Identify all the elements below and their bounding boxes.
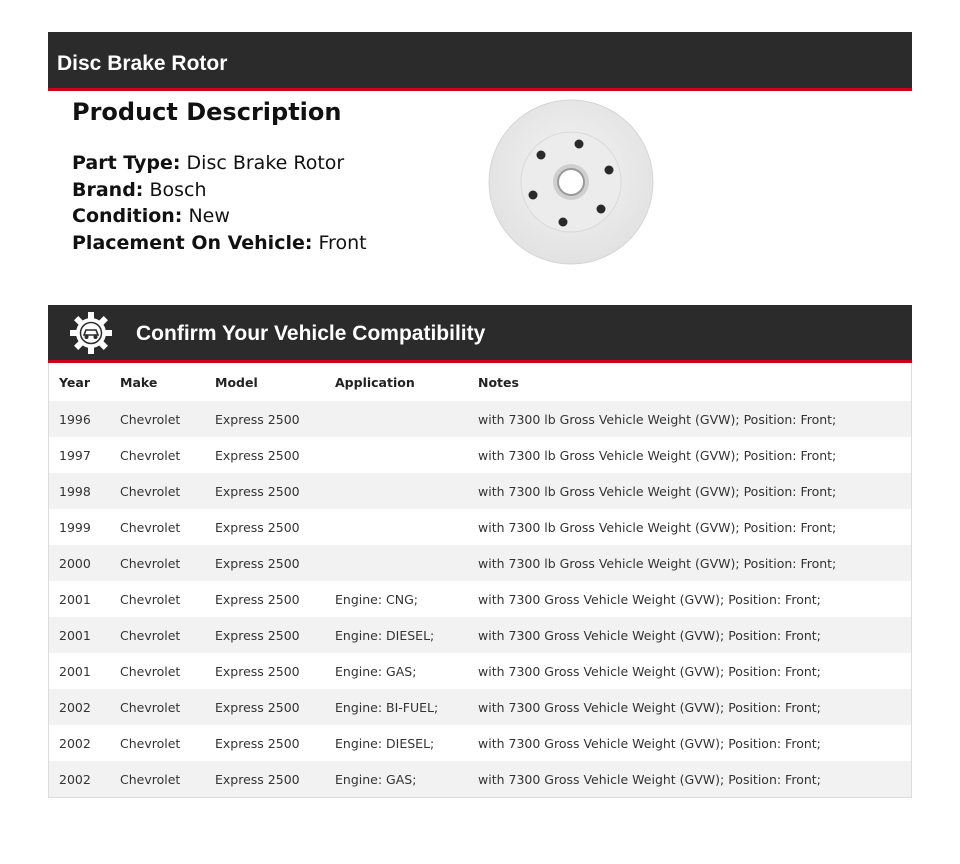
- compatibility-table: [48, 363, 912, 798]
- cell-application: Engine: DIESEL;: [325, 617, 468, 653]
- cell-year: 1999: [49, 509, 110, 545]
- cell-application: [325, 401, 468, 437]
- product-title-bar: [48, 32, 912, 91]
- cell-application: Engine: GAS;: [325, 761, 468, 797]
- column-header-notes: Notes: [478, 374, 519, 390]
- cell-make: Chevrolet: [110, 689, 205, 725]
- cell-year: 2002: [49, 761, 110, 797]
- table-row: [49, 725, 911, 761]
- cell-year: 2001: [49, 653, 110, 689]
- cell-year: 2002: [49, 725, 110, 761]
- cell-year: 2000: [49, 545, 110, 581]
- cell-model: Express 2500: [205, 689, 325, 725]
- cell-application: [325, 437, 468, 473]
- spec-key: Part Type:: [72, 152, 181, 174]
- cell-make: Chevrolet: [110, 437, 205, 473]
- cell-application: Engine: BI-FUEL;: [325, 689, 468, 725]
- cell-make: Chevrolet: [110, 509, 205, 545]
- table-row: [49, 761, 911, 797]
- product-description: [72, 96, 452, 256]
- table-row: [49, 401, 911, 437]
- cell-notes: with 7300 lb Gross Vehicle Weight (GVW); Position: Front;: [468, 509, 911, 545]
- table-header-row: [49, 363, 911, 401]
- column-header-application: Application: [335, 374, 415, 390]
- cell-notes: with 7300 lb Gross Vehicle Weight (GVW); Position: Front;: [468, 401, 911, 437]
- table-row: [49, 617, 911, 653]
- cell-make: Chevrolet: [110, 725, 205, 761]
- column-header-year: Year: [59, 374, 90, 390]
- spec-placement: [72, 230, 452, 257]
- cell-model: Express 2500: [205, 617, 325, 653]
- spec-key: Brand:: [72, 178, 144, 201]
- cell-model: Express 2500: [205, 761, 325, 797]
- brake-rotor-image: [488, 99, 654, 265]
- description-heading: Product Description: [72, 98, 342, 126]
- table-row: [49, 545, 911, 581]
- cell-model: Express 2500: [205, 473, 325, 509]
- cell-notes: with 7300 Gross Vehicle Weight (GVW); Position: Front;: [468, 689, 911, 725]
- cell-application: [325, 509, 468, 545]
- spec-value: Front: [318, 231, 367, 254]
- cell-notes: with 7300 Gross Vehicle Weight (GVW); Position: Front;: [468, 761, 911, 797]
- column-header-make: Make: [120, 374, 158, 390]
- cell-model: Express 2500: [205, 545, 325, 581]
- cell-make: Chevrolet: [110, 473, 205, 509]
- cell-model: Express 2500: [205, 653, 325, 689]
- cell-application: [325, 545, 468, 581]
- cell-year: 2002: [49, 689, 110, 725]
- cell-model: Express 2500: [205, 509, 325, 545]
- cell-model: Express 2500: [205, 437, 325, 473]
- cell-application: Engine: CNG;: [325, 581, 468, 617]
- cell-model: Express 2500: [205, 581, 325, 617]
- cell-notes: with 7300 Gross Vehicle Weight (GVW); Position: Front;: [468, 725, 911, 761]
- cell-year: 2001: [49, 617, 110, 653]
- gear-car-icon: [70, 312, 112, 354]
- spec-list: [72, 150, 452, 256]
- cell-year: 2001: [49, 581, 110, 617]
- product-title: Disc Brake Rotor: [57, 52, 228, 75]
- table-row: [49, 653, 911, 689]
- spec-part-type: [72, 150, 452, 177]
- cell-make: Chevrolet: [110, 581, 205, 617]
- cell-notes: with 7300 lb Gross Vehicle Weight (GVW); Position: Front;: [468, 545, 911, 581]
- column-header-model: Model: [215, 374, 258, 390]
- spec-value: New: [188, 205, 230, 227]
- cell-notes: with 7300 lb Gross Vehicle Weight (GVW); Position: Front;: [468, 473, 911, 509]
- cell-year: 1997: [49, 437, 110, 473]
- cell-make: Chevrolet: [110, 653, 205, 689]
- spec-condition: [72, 203, 452, 230]
- cell-make: Chevrolet: [110, 401, 205, 437]
- cell-application: Engine: DIESEL;: [325, 725, 468, 761]
- cell-application: Engine: GAS;: [325, 653, 468, 689]
- table-row: [49, 509, 911, 545]
- cell-notes: with 7300 lb Gross Vehicle Weight (GVW); Position: Front;: [468, 437, 911, 473]
- compatibility-title: Confirm Your Vehicle Compatibility: [136, 322, 486, 345]
- table-row: [49, 473, 911, 509]
- table-row: [49, 581, 911, 617]
- spec-value: Disc Brake Rotor: [186, 152, 345, 174]
- spec-key: Placement On Vehicle:: [72, 231, 313, 254]
- compatibility-bar: [48, 305, 912, 363]
- cell-make: Chevrolet: [110, 761, 205, 797]
- table-row: [49, 437, 911, 473]
- spec-key: Condition:: [72, 205, 183, 227]
- cell-application: [325, 473, 468, 509]
- cell-year: 1998: [49, 473, 110, 509]
- spec-value: Bosch: [149, 178, 207, 201]
- cell-model: Express 2500: [205, 725, 325, 761]
- cell-year: 1996: [49, 401, 110, 437]
- spec-brand: [72, 177, 452, 204]
- cell-notes: with 7300 Gross Vehicle Weight (GVW); Position: Front;: [468, 653, 911, 689]
- cell-make: Chevrolet: [110, 545, 205, 581]
- cell-make: Chevrolet: [110, 617, 205, 653]
- table-row: [49, 689, 911, 725]
- cell-notes: with 7300 Gross Vehicle Weight (GVW); Position: Front;: [468, 581, 911, 617]
- cell-model: Express 2500: [205, 401, 325, 437]
- cell-notes: with 7300 Gross Vehicle Weight (GVW); Position: Front;: [468, 617, 911, 653]
